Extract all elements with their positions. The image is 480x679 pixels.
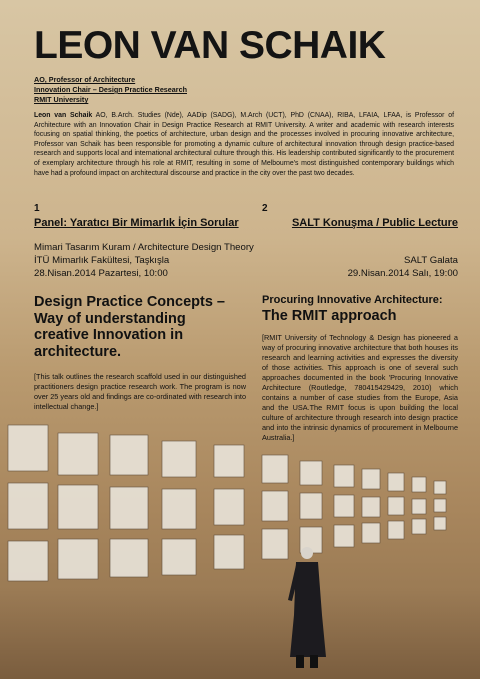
speaker-university: RMIT University	[34, 95, 89, 104]
bio-name: Leon van Schaik	[34, 112, 93, 119]
event-2-description: [RMIT University of Technology & Design has pioneered a way of procuring innovative architecture that both houses its research and learning activities and expresses the diversity of those activities. This approach is one of several such approaches documented in the book 'Procuring Innovative Architecture (Routledge, 780415429429, 2010) which contains a number of case studies from the Europe, Asia and the USA.The RMIT focus is upon building the local culture of architecture through research into design practice and into the intrinsic dynamics of procurement in Melbourne Australia.]	[262, 332, 458, 442]
event-2-heading: SALT Konuşma / Public Lecture	[291, 217, 458, 229]
event-1-description: [This talk outlines the research scaffold used in our distinguished practitioners design practice research work. The program is now over 25 years old and findings are co-ordinated with research into intellectual change.]	[34, 372, 246, 411]
gallery-floor	[0, 590, 480, 679]
event-1-column	[34, 203, 254, 412]
event-1-talk-title: Design Practice Concepts – Way of understanding creative Innovation in architecture.	[34, 294, 225, 360]
speaker-position: AO, Professor of Architecture	[34, 75, 136, 84]
event-2-number: 2	[262, 203, 268, 214]
event-1-datetime: 28.Nisan.2014 Pazartesi, 10:00	[34, 268, 168, 279]
event-1-venue: İTÜ Mimarlık Fakültesi, Taşkışla	[34, 255, 170, 266]
event-2-venue: SALT Galata	[403, 255, 458, 266]
speaker-name-title: LEON VAN SCHAIK	[34, 24, 386, 67]
speaker-chair: Innovation Chair – Design Practice Research	[34, 85, 187, 94]
event-2-column	[262, 203, 458, 443]
event-2-talk-title-line1: Procuring Innovative Architecture:	[262, 294, 443, 306]
bio-text: AO, B.Arch. Studies (Nde), AADip (SADG), M.Arch (UCT), PhD (CNAA), RIBA, LFAIA, LFAA, is Professor of Architecture with an Innovation Chair in Design Practice Research at RMIT University. A writer and academic with research interests focusing on spatial thinking, the poetics of architecture, urban design and the processes involved in procuring innovative architecture, Professor van Schaik has been responsible for promoting a dynamic culture of architectural innovation through design practice-based research and supports local and international architectural culture through this. His leadership contributed significantly to the procurement of exemplary architecture through his role at RMIT, resulting in some of Melbourne's most distinguished contemporary buildings which have had a profound impact on architectural discourse and practice in the city over the past two decades.	[34, 112, 454, 177]
man-in-coat-figure	[282, 545, 332, 670]
event-1-program: Mimari Tasarım Kuram / Architecture Design Theory	[34, 242, 254, 253]
event-2-datetime: 29.Nisan.2014 Salı, 19:00	[347, 268, 458, 279]
speaker-bio	[34, 111, 454, 178]
event-2-talk-title-line2: The RMIT approach	[262, 308, 397, 324]
event-1-heading: Panel: Yaratıcı Bir Mimarlık İçin Sorular	[34, 217, 239, 229]
event-1-number: 1	[34, 203, 40, 214]
